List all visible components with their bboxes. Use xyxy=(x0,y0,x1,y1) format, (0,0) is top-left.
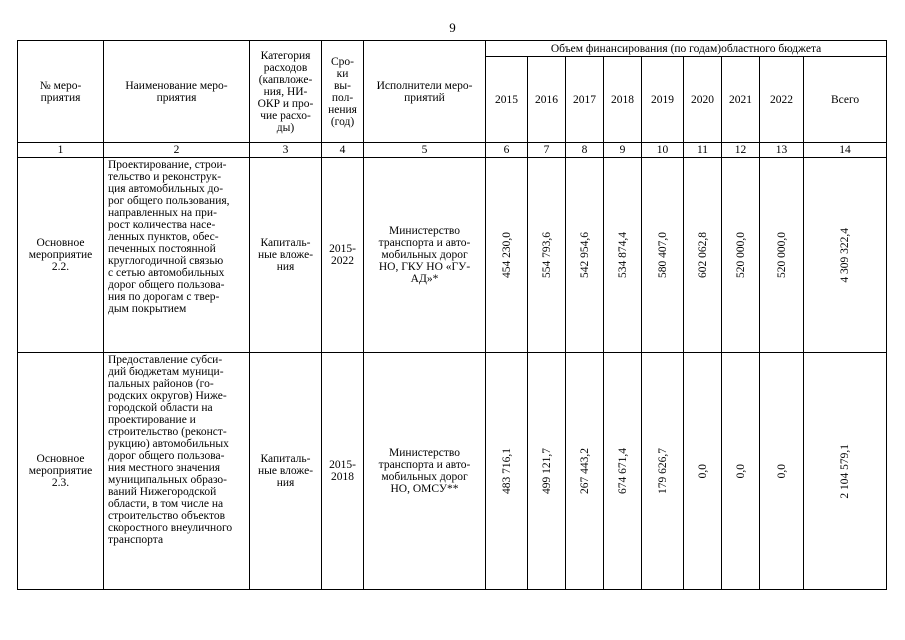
executors: Министерство транспорта и авто- мобильных дорог НО, ГКУ НО «ГУ- АД»* xyxy=(364,158,486,353)
page-number: 9 xyxy=(449,20,456,35)
event-name: Проектирование, строи- тельство и реконструк- ция автомобильных до- рог общего пользования, направленных на при- рост количества насе- ленных пунктов, обес- печенных постоянной круглогодичной связью с сетью автомобильных дорог общего пользова- ния по дорогам с твер- дым покрытием xyxy=(104,158,250,353)
value-2016: 499 121,7 xyxy=(528,353,566,590)
column-number: 10 xyxy=(642,143,684,158)
executors: Министерство транспорта и авто- мобильных дорог НО, ОМСУ** xyxy=(364,353,486,590)
column-number: 6 xyxy=(486,143,528,158)
value-2016: 554 793,6 xyxy=(528,158,566,353)
value-2019: 580 407,0 xyxy=(642,158,684,353)
column-number: 11 xyxy=(684,143,722,158)
event-number: Основное мероприятие 2.3. xyxy=(18,353,104,590)
value-2018: 534 874,4 xyxy=(604,158,642,353)
header-year: 2019 xyxy=(642,57,684,143)
column-number: 7 xyxy=(528,143,566,158)
value-2015: 454 230,0 xyxy=(486,158,528,353)
value-total: 4 309 322,4 xyxy=(804,158,887,353)
period: 2015- 2022 xyxy=(322,158,364,353)
event-number: Основное мероприятие 2.2. xyxy=(18,158,104,353)
value-2017: 267 443,2 xyxy=(566,353,604,590)
column-number-row xyxy=(18,143,887,158)
header-event-number: № меро- приятия xyxy=(18,41,104,143)
expense-category: Капиталь- ные вложе- ния xyxy=(250,158,322,353)
column-number: 3 xyxy=(250,143,322,158)
value-2020: 602 062,8 xyxy=(684,158,722,353)
header-year: 2022 xyxy=(760,57,804,143)
header-expense-category: Категория расходов (капвложе- ния, НИ- ОКР и про- чие расхо- ды) xyxy=(250,41,322,143)
value-2021: 0,0 xyxy=(722,353,760,590)
header-year: 2017 xyxy=(566,57,604,143)
header-total: Всего xyxy=(804,57,887,143)
value-2017: 542 954,6 xyxy=(566,158,604,353)
column-number: 8 xyxy=(566,143,604,158)
value-2022: 520 000,0 xyxy=(760,158,804,353)
column-number: 9 xyxy=(604,143,642,158)
value-2020: 0,0 xyxy=(684,353,722,590)
header-year: 2021 xyxy=(722,57,760,143)
header-year: 2016 xyxy=(528,57,566,143)
value-2018: 674 671,4 xyxy=(604,353,642,590)
header-year: 2020 xyxy=(684,57,722,143)
header-event-name: Наименование меро- приятия xyxy=(104,41,250,143)
value-2021: 520 000,0 xyxy=(722,158,760,353)
column-number: 5 xyxy=(364,143,486,158)
value-total: 2 104 579,1 xyxy=(804,353,887,590)
header-executors: Исполнители меро- приятий xyxy=(364,41,486,143)
table-row xyxy=(18,353,887,590)
value-2019: 179 626,7 xyxy=(642,353,684,590)
header-period: Сро- ки вы- пол- нения (год) xyxy=(322,41,364,143)
column-number: 12 xyxy=(722,143,760,158)
header-year: 2018 xyxy=(604,57,642,143)
column-number: 1 xyxy=(18,143,104,158)
header-funding-title: Объем финансирования (по годам)областного бюджета xyxy=(486,41,887,57)
column-number: 2 xyxy=(104,143,250,158)
table-row xyxy=(18,158,887,353)
event-name: Предоставление субси- дий бюджетам муници- пальных районов (го- родских округов) Ниже- городской области на проектирование и строительство (реконст- рукцию) автомобильных дорог общего пользова- ния местного значения муниципальных образо- ваний Нижегородской области, в том числе на строительство объектов скоростного внеуличного транспорта xyxy=(104,353,250,590)
column-number: 4 xyxy=(322,143,364,158)
header-year: 2015 xyxy=(486,57,528,143)
expense-category: Капиталь- ные вложе- ния xyxy=(250,353,322,590)
value-2015: 483 716,1 xyxy=(486,353,528,590)
funding-table xyxy=(17,40,887,590)
value-2022: 0,0 xyxy=(760,353,804,590)
period: 2015- 2018 xyxy=(322,353,364,590)
column-number: 14 xyxy=(804,143,887,158)
column-number: 13 xyxy=(760,143,804,158)
